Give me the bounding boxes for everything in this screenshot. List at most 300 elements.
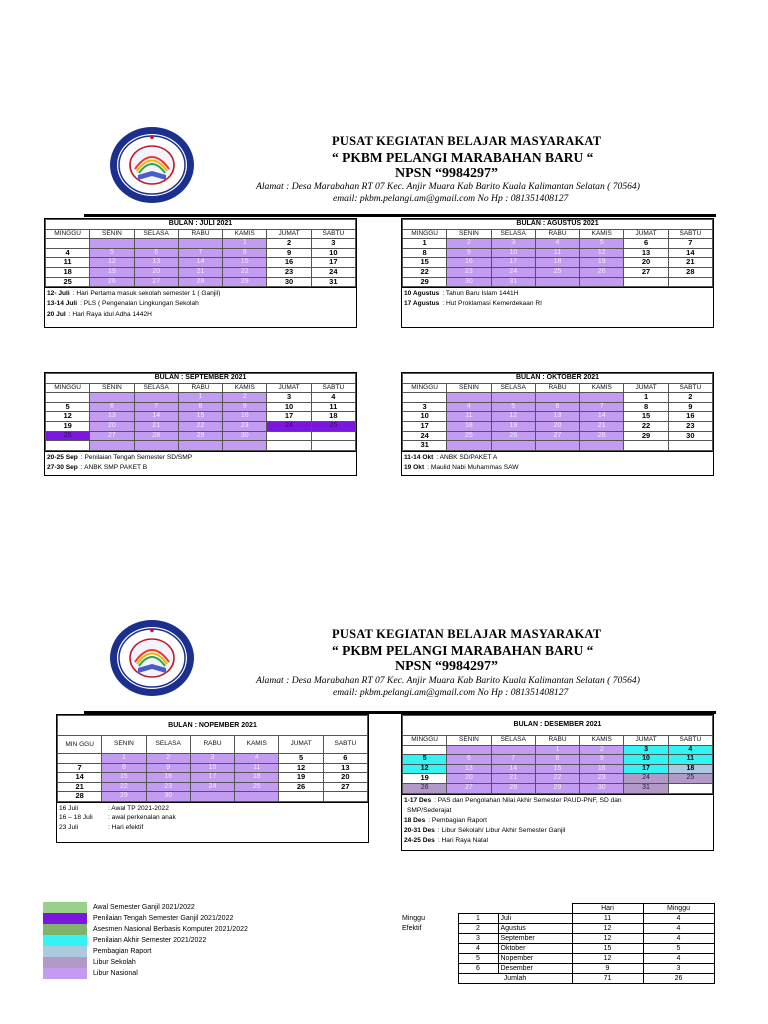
weekday-header: SABTU [311, 383, 355, 393]
summary-blank [400, 954, 458, 964]
summary-month: Desember [498, 964, 572, 974]
day-cell: 26 [403, 783, 447, 793]
day-cell [46, 239, 90, 249]
npsn-number: NPSN “9984297” [395, 166, 499, 181]
day-cell: 30 [146, 792, 190, 802]
note-line [404, 836, 711, 846]
day-cell: 2 [223, 393, 267, 403]
legend-item [43, 902, 343, 913]
day-cell: 11 [668, 755, 712, 765]
day-cell: 16 [580, 764, 624, 774]
day-cell: 29 [624, 431, 668, 441]
day-cell: 6 [624, 239, 668, 249]
legend-swatch [43, 957, 87, 968]
day-cell: 29 [178, 431, 222, 441]
day-cell: 14 [491, 764, 535, 774]
legend-swatch [43, 968, 87, 979]
day-cell: 25 [535, 267, 579, 277]
day-cell [267, 441, 311, 451]
note-text: : Tahun Baru Islam 1441H [442, 290, 519, 298]
day-cell [190, 792, 234, 802]
day-cell: 6 [447, 755, 491, 765]
weekday-header: SABTU [668, 736, 712, 746]
week-row [46, 393, 356, 403]
weekday-header: RABU [178, 383, 222, 393]
day-cell: 7 [58, 763, 102, 773]
day-cell: 18 [447, 421, 491, 431]
weekday-header: SENIN [447, 229, 491, 239]
weekday-header-row [403, 383, 713, 393]
day-cell: 22 [178, 421, 222, 431]
month-notes [45, 451, 356, 475]
day-cell: 28 [58, 792, 102, 802]
note-date: 1-17 Des [404, 796, 432, 804]
day-cell: 19 [46, 421, 90, 431]
summary-no: 1 [458, 914, 498, 924]
day-cell: 14 [134, 412, 178, 422]
day-cell: 19 [491, 421, 535, 431]
day-cell: 13 [134, 258, 178, 268]
institution-name: “ PKBM PELANGI MARABAHAN BARU “ [332, 150, 594, 165]
weekday-header-row [58, 736, 368, 754]
day-cell [178, 239, 222, 249]
weekday-header: RABU [535, 229, 579, 239]
day-cell: 10 [311, 248, 355, 258]
weekday-header: MINGGU [403, 736, 447, 746]
day-cell: 19 [403, 774, 447, 784]
weekday-header: KAMIS [223, 383, 267, 393]
day-cell: 17 [624, 764, 668, 774]
institution-heading: PUSAT KEGIATAN BELAJAR MASYARAKAT [332, 134, 602, 148]
note-line [47, 299, 354, 309]
day-cell: 29 [403, 277, 447, 287]
note-text: : ANBK SMP PAKET B [80, 463, 148, 471]
day-cell [46, 441, 90, 451]
day-cell: 10 [491, 248, 535, 258]
day-cell: 24 [491, 267, 535, 277]
summary-month: September [498, 934, 572, 944]
day-cell: 3 [491, 239, 535, 249]
summary-side-label: Minggu [402, 915, 425, 922]
weekday-header: RABU [535, 383, 579, 393]
day-cell: 3 [267, 393, 311, 403]
summary-row [400, 924, 714, 934]
weekday-header: SABTU [668, 383, 712, 393]
day-cell: 31 [491, 277, 535, 287]
weekday-header: SENIN [447, 383, 491, 393]
weekday-header: RABU [190, 736, 234, 754]
legend-label: Asesmen Nasional Berbasis Komputer 2021/2022 [93, 926, 248, 933]
day-cell: 10 [267, 402, 311, 412]
day-cell: 18 [668, 764, 712, 774]
note-text: : Pembagian Raport [428, 816, 487, 824]
calendar-october [401, 372, 714, 476]
weekday-header: SELASA [146, 736, 190, 754]
day-cell: 6 [90, 402, 134, 412]
summary-total-minggu: 26 [643, 974, 714, 984]
weekday-header: MINGGU [403, 229, 447, 239]
day-cell [90, 393, 134, 403]
weekday-header: SELASA [491, 383, 535, 393]
day-cell: 5 [580, 239, 624, 249]
day-cell: 3 [403, 402, 447, 412]
weekday-header: KAMIS [580, 736, 624, 746]
color-legend [43, 902, 343, 979]
day-cell: 23 [580, 774, 624, 784]
day-cell: 17 [190, 773, 234, 783]
day-cell: 9 [146, 763, 190, 773]
day-cell: 25 [311, 421, 355, 431]
note-date: 23 Juli [59, 823, 79, 831]
day-cell [279, 792, 323, 802]
day-cell: 4 [46, 248, 90, 258]
day-cell: 29 [102, 792, 146, 802]
weekday-header: SENIN [102, 736, 146, 754]
summary-row [400, 954, 714, 964]
day-cell [535, 441, 579, 451]
day-cell: 30 [447, 277, 491, 287]
week-row [58, 782, 368, 792]
day-cell: 22 [403, 267, 447, 277]
day-cell: 24 [267, 421, 311, 431]
week-row [403, 764, 713, 774]
weekday-header: RABU [178, 229, 222, 239]
week-row [46, 248, 356, 258]
note-date: 17 Agustus [404, 300, 440, 308]
month-title: BULAN : OKTOBER 2021 [403, 374, 713, 384]
day-cell: 25 [46, 277, 90, 287]
weekday-header: SENIN [447, 736, 491, 746]
weekday-header: JUMAT [279, 736, 323, 754]
day-cell: 9 [447, 248, 491, 258]
day-cell: 21 [491, 774, 535, 784]
weekday-header: JUMAT [624, 229, 668, 239]
weekday-header: SENIN [90, 383, 134, 393]
day-cell: 2 [447, 239, 491, 249]
summary-no: 5 [458, 954, 498, 964]
day-cell [323, 792, 367, 802]
note-text: : Hari Raya idul Adha 1442H [68, 310, 152, 318]
week-row [403, 277, 713, 287]
note-line [47, 463, 354, 473]
day-cell: 5 [279, 754, 323, 764]
day-cell: 17 [403, 421, 447, 431]
summary-blank [400, 974, 458, 984]
note-line [404, 826, 711, 836]
legend-swatch [43, 924, 87, 935]
day-cell: 20 [535, 421, 579, 431]
week-row [46, 441, 356, 451]
legend-label: Libur Nasional [93, 970, 138, 977]
day-cell: 1 [403, 239, 447, 249]
day-cell [624, 277, 668, 287]
month-notes [57, 802, 368, 842]
week-row [403, 441, 713, 451]
week-row [403, 412, 713, 422]
legend-item [43, 924, 343, 935]
summary-hari: 15 [572, 944, 643, 954]
day-cell: 1 [535, 745, 579, 755]
day-cell: 13 [447, 764, 491, 774]
day-cell [46, 393, 90, 403]
week-row [58, 792, 368, 802]
day-cell: 21 [668, 258, 712, 268]
note-date: 16 Juli [59, 804, 79, 812]
day-cell: 11 [46, 258, 90, 268]
note-text: SMP/Sederajat [407, 806, 452, 814]
legend-item [43, 913, 343, 924]
day-cell: 13 [624, 248, 668, 258]
day-cell: 10 [624, 755, 668, 765]
day-cell: 12 [46, 412, 90, 422]
day-cell [535, 277, 579, 287]
day-cell: 12 [491, 412, 535, 422]
day-cell: 17 [267, 412, 311, 422]
summary-hari: 9 [572, 964, 643, 974]
day-cell: 16 [223, 412, 267, 422]
week-row [403, 393, 713, 403]
weekday-header-row [403, 229, 713, 239]
day-cell: 27 [447, 783, 491, 793]
effective-weeks-summary [400, 903, 714, 984]
summary-row [400, 914, 714, 924]
day-cell: 12 [90, 258, 134, 268]
day-cell [580, 277, 624, 287]
day-cell [223, 441, 267, 451]
day-cell: 2 [580, 745, 624, 755]
day-cell [447, 441, 491, 451]
day-cell: 19 [279, 773, 323, 783]
day-cell: 23 [267, 267, 311, 277]
month-title: BULAN : AGUSTUS 2021 [403, 220, 713, 230]
address-line: Alamat : Desa Marabahan RT 07 Kec. Anjir Muara Kab Barito Kuala Kalimantan Selatan ( 70564) [256, 675, 640, 686]
note-line [47, 289, 354, 299]
day-cell: 11 [235, 763, 279, 773]
minggu-header: Minggu [643, 904, 714, 914]
day-cell: 20 [90, 421, 134, 431]
note-text: : Penilaian Tengah Semester SD/SMP [80, 453, 193, 461]
day-cell: 6 [134, 248, 178, 258]
weekday-header-row [46, 383, 356, 393]
calendar-september [44, 372, 357, 476]
day-cell: 21 [58, 782, 102, 792]
day-cell: 4 [235, 754, 279, 764]
weekday-header: SELASA [491, 229, 535, 239]
week-row [403, 258, 713, 268]
day-cell: 8 [223, 248, 267, 258]
day-cell: 26 [46, 431, 90, 441]
week-row [46, 431, 356, 441]
weekday-header: KAMIS [223, 229, 267, 239]
day-cell: 5 [491, 402, 535, 412]
legend-swatch [43, 913, 87, 924]
week-row [58, 773, 368, 783]
day-cell [311, 441, 355, 451]
day-cell: 12 [403, 764, 447, 774]
week-row [58, 754, 368, 764]
note-date: 20 Jul [47, 310, 66, 318]
legend-swatch [43, 902, 87, 913]
note-date: 16 – 18 Juli [59, 814, 93, 822]
day-cell: 3 [190, 754, 234, 764]
day-cell: 20 [624, 258, 668, 268]
day-cell: 21 [134, 421, 178, 431]
legend-label: Penilaian Tengah Semester Ganjil 2021/2022 [93, 915, 234, 922]
legend-label: Awal Semester Ganjil 2021/2022 [93, 904, 195, 911]
day-cell: 31 [624, 783, 668, 793]
day-cell: 18 [235, 773, 279, 783]
legend-item [43, 968, 343, 979]
note-date: 11-14 Okt [404, 453, 434, 461]
address-line: Alamat : Desa Marabahan RT 07 Kec. Anjir Muara Kab Barito Kuala Kalimantan Selatan ( 70564) [256, 181, 640, 192]
day-cell: 17 [491, 258, 535, 268]
day-cell: 7 [491, 755, 535, 765]
summary-minggu: 3 [643, 964, 714, 974]
day-cell: 15 [624, 412, 668, 422]
note-date: 27-30 Sep [47, 463, 78, 471]
week-row [46, 402, 356, 412]
month-title: BULAN : NOPEMBER 2021 [58, 716, 368, 736]
day-cell [668, 277, 712, 287]
day-cell: 21 [580, 421, 624, 431]
day-cell: 14 [580, 412, 624, 422]
day-cell: 11 [447, 412, 491, 422]
week-row [46, 412, 356, 422]
day-cell: 16 [146, 773, 190, 783]
summary-month: Oktober [498, 944, 572, 954]
month-notes [45, 287, 356, 327]
day-cell: 17 [311, 258, 355, 268]
day-cell: 27 [624, 267, 668, 277]
month-notes [402, 287, 713, 327]
legend-label: Libur Sekolah [93, 959, 136, 966]
day-cell: 24 [190, 782, 234, 792]
day-cell: 26 [90, 277, 134, 287]
day-cell: 19 [90, 267, 134, 277]
day-cell: 26 [491, 431, 535, 441]
day-cell: 24 [624, 774, 668, 784]
day-cell: 23 [146, 782, 190, 792]
day-cell: 16 [267, 258, 311, 268]
day-cell: 11 [311, 402, 355, 412]
note-text: : awal perkenalan anak [108, 814, 176, 822]
summary-minggu: 4 [643, 914, 714, 924]
day-cell: 5 [90, 248, 134, 258]
note-date: 10 Agustus [404, 290, 440, 298]
institution-name: “ PKBM PELANGI MARABAHAN BARU “ [332, 643, 594, 658]
day-cell: 9 [223, 402, 267, 412]
summary-no: 6 [458, 964, 498, 974]
day-cell: 14 [668, 248, 712, 258]
day-cell [491, 393, 535, 403]
weekday-header: SABTU [668, 229, 712, 239]
day-cell: 1 [102, 754, 146, 764]
day-cell [403, 745, 447, 755]
day-cell: 27 [535, 431, 579, 441]
day-cell: 30 [223, 431, 267, 441]
note-date: 18 Des [404, 816, 426, 824]
note-date: 24-25 Des [404, 837, 435, 845]
summary-minggu: 4 [643, 924, 714, 934]
day-cell: 1 [223, 239, 267, 249]
day-cell [134, 239, 178, 249]
day-cell [311, 431, 355, 441]
day-cell: 28 [491, 783, 535, 793]
weekday-header: JUMAT [624, 383, 668, 393]
summary-total-hari: 71 [572, 974, 643, 984]
weekday-header: KAMIS [235, 736, 279, 754]
day-cell: 28 [668, 267, 712, 277]
weekday-header: KAMIS [580, 383, 624, 393]
calendar-december [401, 714, 714, 851]
note-date: 19 Okt [404, 463, 425, 471]
calendar-november [56, 714, 369, 843]
note-text: : Hari efektif [108, 823, 144, 831]
week-row [403, 421, 713, 431]
week-row [403, 267, 713, 277]
day-cell: 15 [403, 258, 447, 268]
day-cell: 4 [535, 239, 579, 249]
note-line [47, 310, 354, 320]
day-cell: 30 [668, 431, 712, 441]
day-cell [90, 239, 134, 249]
weekday-header: JUMAT [267, 229, 311, 239]
day-cell: 1 [624, 393, 668, 403]
day-cell: 25 [668, 774, 712, 784]
day-cell: 22 [624, 421, 668, 431]
day-cell [447, 393, 491, 403]
summary-minggu: 4 [643, 954, 714, 964]
note-line [404, 816, 711, 826]
day-cell: 4 [311, 393, 355, 403]
day-cell [58, 754, 102, 764]
day-cell: 4 [668, 745, 712, 755]
day-cell [580, 441, 624, 451]
day-cell: 28 [178, 277, 222, 287]
legend-label: Pembagian Raport [93, 948, 152, 955]
week-row [403, 755, 713, 765]
header-divider [84, 214, 716, 217]
legend-item [43, 935, 343, 946]
weekday-header: SELASA [491, 736, 535, 746]
day-cell [267, 431, 311, 441]
day-cell: 9 [267, 248, 311, 258]
day-cell: 28 [134, 431, 178, 441]
day-cell: 12 [580, 248, 624, 258]
day-cell: 3 [311, 239, 355, 249]
legend-item [43, 957, 343, 968]
day-cell [447, 745, 491, 755]
day-cell: 26 [279, 782, 323, 792]
weekday-header: SABTU [311, 229, 355, 239]
legend-label: Penilaian Akhir Semester 2021/2022 [93, 937, 207, 944]
pkbm-logo [108, 125, 196, 205]
month-notes [402, 451, 713, 475]
day-cell: 4 [447, 402, 491, 412]
day-cell [178, 441, 222, 451]
day-cell: 24 [403, 431, 447, 441]
note-line [59, 823, 366, 833]
day-cell: 5 [403, 755, 447, 765]
day-cell: 29 [535, 783, 579, 793]
day-cell: 19 [580, 258, 624, 268]
summary-total-label: Jumlah [458, 974, 572, 984]
week-row [403, 745, 713, 755]
week-row [46, 421, 356, 431]
month-title: BULAN : DESEMBER 2021 [403, 716, 713, 736]
week-row [403, 431, 713, 441]
day-cell: 15 [535, 764, 579, 774]
